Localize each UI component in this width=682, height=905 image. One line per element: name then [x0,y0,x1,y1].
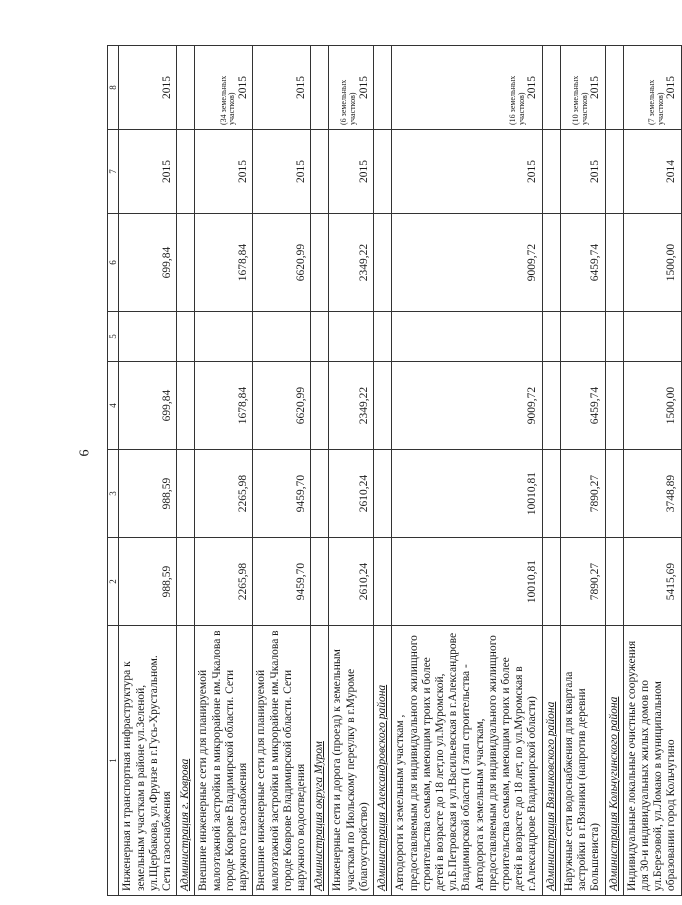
rotated-sheet [107,46,678,896]
empty-cell [177,538,195,626]
object-name-cell: Наружные сети водоснабжения для квартала застройки в г.Вязники (напротив деревни Большевиста) [560,626,605,896]
empty-cell [311,46,329,130]
empty-cell [311,130,329,214]
year-start-cell: 2015 [392,130,542,214]
empty-cell [177,450,195,538]
table-row [329,46,374,896]
year-end-cell [329,46,374,130]
year-end-cell [623,46,681,130]
budget-cell: 9009,72 [392,362,542,450]
section-row [374,46,392,896]
object-name-cell: Автодороги к земельным участкам , предоставляемым для индивидуального жилищного строительства семьям, имеющим троих и более детей в возрасте до 18 лет,по ул.Муромской, ул.Б.Петровская и ул.Васильевская в г.Александрове Владимирской области (I этап строительства - Автодорога к земельным участкам, предоставляемым для индивидуального жилищного строительства семьям, имеющим троих и более детей в возрасте до 18 лет, по ул.Муромская в г.Александрове Владимирской области) [392,626,542,896]
empty-cell [374,362,392,450]
local-budget-cell [392,312,542,362]
table-row [560,46,605,896]
cost-total-cell: 988,59 [119,538,177,626]
empty-cell [542,538,560,626]
year-start-cell: 2014 [623,130,681,214]
header-cell-3: 3 [108,450,119,538]
cost-total-cell: 2265,98 [195,538,253,626]
header-cell-7: 7 [108,130,119,214]
empty-cell [374,538,392,626]
amount-cell: 9009,72 [392,214,542,312]
empty-cell [605,362,623,450]
empty-cell [374,46,392,130]
empty-cell [311,538,329,626]
year-end-value: 2015 [526,76,539,99]
empty-cell [311,214,329,312]
land-plots-note: (34 земельных участков) [218,75,237,125]
object-name-cell: Индивидуальные локальные очистные сооружения для 30-и индивидуальных жилых домов по ул.Березовой, ул.Ломако в муниципальном образовании город Кольчугино [623,626,681,896]
local-budget-cell [329,312,374,362]
empty-cell [605,450,623,538]
header-cell-2: 2 [108,538,119,626]
cost-total-cell: 9459,70 [253,538,311,626]
empty-cell [605,312,623,362]
year-end-value: 2015 [589,76,602,99]
empty-cell [605,130,623,214]
land-plots-note: (10 земельных участков) [570,75,589,125]
section-title: Администрация округа Муром [311,626,329,896]
empty-cell [542,312,560,362]
cost-total-cell: 2610,24 [329,538,374,626]
local-budget-cell [560,312,605,362]
section-title: Администрация Вязниковского района [542,626,560,896]
page-number: 6 [77,449,93,457]
year-end-value: 2015 [665,76,678,99]
header-cell-5: 5 [108,312,119,362]
empty-cell [177,46,195,130]
local-budget-cell [195,312,253,362]
empty-cell [177,214,195,312]
empty-cell [311,362,329,450]
program-table [107,45,682,896]
year-end-cell [195,46,253,130]
amount-cell: 1678,84 [195,214,253,312]
empty-cell [374,214,392,312]
cost-remaining-cell: 988,59 [119,450,177,538]
cost-remaining-cell: 2265,98 [195,450,253,538]
empty-cell [177,312,195,362]
land-plots-note: (16 земельных участков) [507,75,526,125]
cost-total-cell: 5415,69 [623,538,681,626]
amount-cell: 699,84 [119,214,177,312]
section-row [542,46,560,896]
budget-cell: 6620,99 [253,362,311,450]
year-start-cell: 2015 [560,130,605,214]
object-name-cell: Инженерные сети и дорога (проезд) к земельным участкам по Июльскому переулку в г.Муроме (благоустройство) [329,626,374,896]
empty-cell [605,214,623,312]
section-row [311,46,329,896]
header-cell-4: 4 [108,362,119,450]
header-cell-1: 1 [108,626,119,896]
header-cell-8: 8 [108,46,119,130]
year-end-cell [560,46,605,130]
amount-cell: 6459,74 [560,214,605,312]
amount-cell: 2349,22 [329,214,374,312]
empty-cell [374,130,392,214]
table-body [119,46,681,896]
section-title: Администрация г. Коврова [177,626,195,896]
empty-cell [374,450,392,538]
empty-cell [374,312,392,362]
year-start-cell: 2015 [253,130,311,214]
cost-total-cell: 7890,27 [560,538,605,626]
section-row [177,46,195,896]
budget-cell: 1500,00 [623,362,681,450]
year-end-value: 2015 [357,76,370,99]
header-cell-6: 6 [108,214,119,312]
cost-remaining-cell: 9459,70 [253,450,311,538]
year-start-cell: 2015 [195,130,253,214]
empty-cell [605,46,623,130]
empty-cell [542,214,560,312]
local-budget-cell [119,312,177,362]
object-name-cell: Внешние инженерные сети для планируемой малоэтажной застройки в микрорайоне им.Чкалова в городе Коврове Владимирской области. Сети наружного газоснабжения [195,626,253,896]
table-row [623,46,681,896]
year-end-value: 2015 [161,76,173,99]
empty-cell [542,130,560,214]
land-plots-note: (7 земельных участков) [646,79,665,125]
table-row [195,46,253,896]
budget-cell: 1678,84 [195,362,253,450]
section-title: Администрация Александровского района [374,626,392,896]
empty-cell [311,450,329,538]
empty-cell [542,450,560,538]
table-row [119,46,177,896]
cost-remaining-cell: 3748,89 [623,450,681,538]
empty-cell [542,46,560,130]
empty-cell [177,362,195,450]
section-row [605,46,623,896]
cost-remaining-cell: 7890,27 [560,450,605,538]
table-row [392,46,542,896]
local-budget-cell [253,312,311,362]
local-budget-cell [623,312,681,362]
year-start-cell: 2015 [329,130,374,214]
year-end-cell [253,46,311,130]
year-end-value: 2015 [237,76,250,99]
empty-cell [177,130,195,214]
table-row [253,46,311,896]
header-row [108,46,119,896]
year-start-cell: 2015 [119,130,177,214]
empty-cell [605,538,623,626]
budget-cell: 699,84 [119,362,177,450]
section-title: Администрация Кольчугинского района [605,626,623,896]
budget-cell: 6459,74 [560,362,605,450]
amount-cell: 1500,00 [623,214,681,312]
object-name-cell: Внешние инженерные сети для планируемой малоэтажной застройки в микрорайоне им.Чкалова в городе Коврове Владимирской области. Сети наружного водоотведения [253,626,311,896]
cost-remaining-cell: 2610,24 [329,450,374,538]
cost-total-cell: 10010,81 [392,538,542,626]
cost-remaining-cell: 10010,81 [392,450,542,538]
empty-cell [542,362,560,450]
amount-cell: 6620,99 [253,214,311,312]
budget-cell: 2349,22 [329,362,374,450]
land-plots-note: (6 земельных участков) [339,79,358,125]
year-end-cell [119,46,177,130]
year-end-cell [392,46,542,130]
empty-cell [311,312,329,362]
object-name-cell: Инженерная и транспортная инфраструктура к земельным участкам в районе ул.Зеленой, ул.Щербакова, ул.Фрунзе в г.Гусь-Хрустальном. Сети газоснабжения [119,626,177,896]
year-end-value: 2015 [294,76,307,99]
